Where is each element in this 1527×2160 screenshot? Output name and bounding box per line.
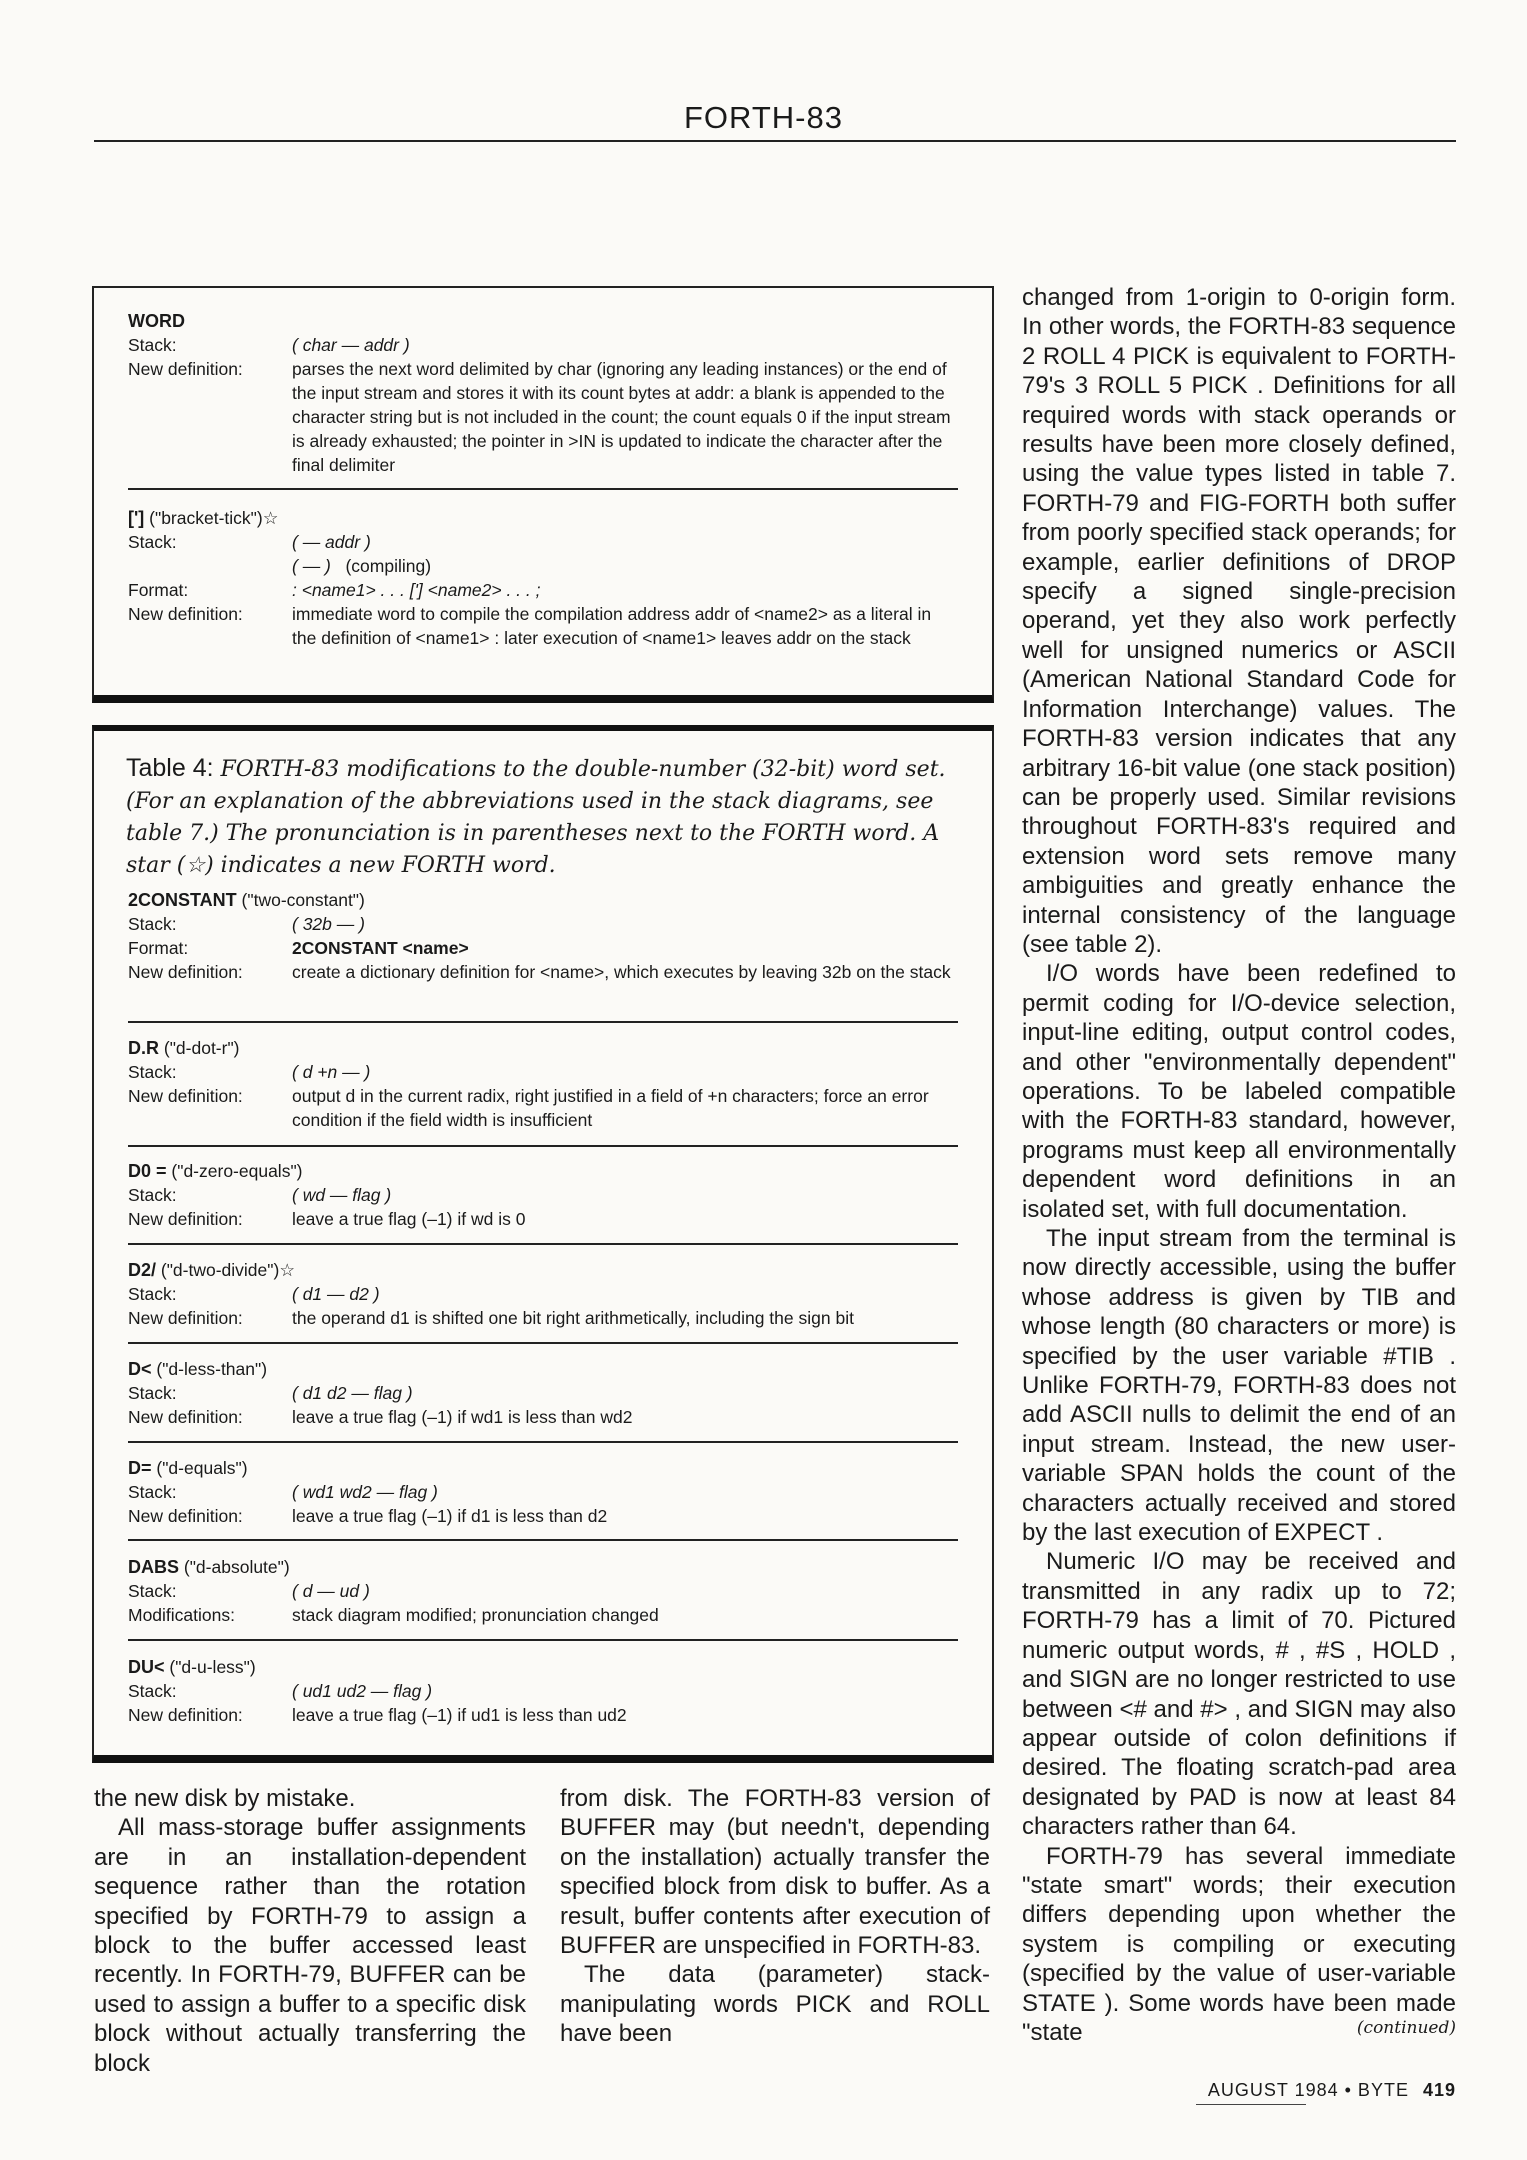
entry-pronunciation: ("two-constant") — [241, 890, 365, 910]
entry-name: D2/ — [128, 1260, 157, 1280]
definition-label: New definition: — [128, 962, 243, 982]
format-label: Format: — [128, 938, 189, 958]
entry-bracket-tick — [128, 506, 958, 650]
paragraph: The input stream from the terminal is now directly accessible, using the buffer whose address is given by TIB and whose length (80 characters or more) is specified by the user variable #TIB . Unlike FORTH-79, FORTH-83 does not add ASCII nulls to delimit the end of an input stream. Instead, the new user-variable SPAN holds the count of the characters actually received and stored by the last execution of EXPECT . — [1022, 1225, 1456, 1547]
entry-divider — [128, 1639, 958, 1641]
stack-diagram: ( d +n — ) — [292, 1062, 371, 1082]
entry-pronunciation: ("d-dot-r") — [163, 1038, 240, 1058]
entry-du-less — [128, 1655, 958, 1727]
format-text: 2CONSTANT <name> — [292, 938, 469, 958]
definition-label: New definition: — [128, 1506, 243, 1526]
definition-label: New definition: — [128, 604, 243, 624]
stack-diagram: ( char — addr ) — [292, 335, 410, 355]
word-definitions-box — [92, 286, 994, 703]
entry-name: DABS — [128, 1557, 180, 1577]
entry-pronunciation: ("bracket-tick")☆ — [149, 508, 279, 528]
stack-label: Stack: — [128, 1681, 177, 1701]
modifications-label: Modifications: — [128, 1605, 235, 1625]
entry-d-less-than — [128, 1357, 958, 1429]
entry-pronunciation: ("d-absolute") — [183, 1557, 290, 1577]
entry-divider — [128, 1441, 958, 1443]
paragraph: Numeric I/O may be received and transmitted in any radix up to 72; FORTH-79 has a limit of 70. Pictured numeric output words, # , #S , HOLD , and SIGN are no longer restricted to use between <# and #> , and SIGN may also appear outside of colon definitions if desired. The floating scratch-pad area designated by PAD is now at least 84 characters rather than 64. — [1022, 1548, 1456, 1841]
paragraph: The data (parameter) stack-manipulating words PICK and ROLL have been — [560, 1961, 990, 2048]
caption-lead: Table 4: — [126, 754, 214, 782]
definition-text: the operand d1 is shifted one bit right arithmetically, including the sign bit — [292, 1308, 854, 1328]
entry-pronunciation: ("d-two-divide")☆ — [160, 1260, 296, 1280]
definition-label: New definition: — [128, 1705, 243, 1725]
entry-name: D= — [128, 1458, 152, 1478]
stack-label: Stack: — [128, 1581, 177, 1601]
entry-name: WORD — [128, 311, 185, 331]
entry-name: D.R — [128, 1038, 159, 1058]
header-rule — [94, 140, 1456, 142]
entry-pronunciation: ("d-zero-equals") — [171, 1161, 303, 1181]
definition-text: immediate word to compile the compilation address addr of <name2> as a literal in the definition of <name1> : later execution of <name1> leaves addr on the stack — [292, 604, 932, 648]
stack-diagram: ( d — ud ) — [292, 1581, 370, 1601]
caption-text: FORTH-83 modifications to the double-number (32-bit) word set. (For an explanation of the abbreviations used in the stack diagrams, see table 7.) The pronunciation is in parentheses next to the FORTH word. A star (☆) indicates a new FORTH word. — [126, 757, 946, 878]
paragraph: the new disk by mistake. — [94, 1785, 356, 1812]
definition-text: leave a true flag (–1) if wd1 is less than wd2 — [292, 1407, 633, 1427]
stack-label: Stack: — [128, 1185, 177, 1205]
entry-divider — [128, 1243, 958, 1245]
entry-d-dot-r — [128, 1036, 958, 1132]
stack-diagram: ( d1 d2 — flag ) — [292, 1383, 413, 1403]
entry-name: D< — [128, 1359, 152, 1379]
stack-label: Stack: — [128, 1383, 177, 1403]
page-header-title: FORTH-83 — [683, 100, 843, 135]
stack-diagram: ( d1 — d2 ) — [292, 1284, 380, 1304]
entry-name: D0 = — [128, 1161, 167, 1181]
stack-diagram: ( — addr ) — [292, 532, 371, 552]
modifications-text: stack diagram modified; pronunciation changed — [292, 1605, 659, 1625]
entry-pronunciation: ("d-u-less") — [169, 1657, 256, 1677]
definition-text: create a dictionary definition for <name>, which executes by leaving 32b on the stack — [292, 962, 951, 982]
body-column-middle — [560, 1784, 990, 2049]
page-number: 419 — [1422, 2080, 1456, 2100]
entry-divider — [128, 1021, 958, 1023]
page-footer — [1022, 2080, 1456, 2101]
entry-name: 2CONSTANT — [128, 890, 237, 910]
entry-2constant — [128, 888, 958, 984]
stack-note: (compiling) — [345, 556, 432, 576]
body-column-left — [94, 1784, 526, 2078]
format-text: : <name1> . . . ['] <name2> . . . ; — [292, 580, 541, 600]
stack-diagram: ( wd1 wd2 — flag ) — [292, 1482, 438, 1502]
stack-label: Stack: — [128, 1062, 177, 1082]
table-4-caption — [126, 753, 964, 881]
definition-text: leave a true flag (–1) if wd is 0 — [292, 1209, 526, 1229]
paragraph: FORTH-79 has several immediate "state smart" words; their execution differs depending upon whether the system is compiling or executing (specified by the value of user-variable STATE ). Some words have been made "state — [1022, 1842, 1456, 2046]
entry-d-equals — [128, 1456, 958, 1528]
stack-label: Stack: — [128, 1284, 177, 1304]
stack-diagram-compiling: ( — ) — [292, 556, 331, 576]
entry-divider — [128, 1145, 958, 1147]
stack-diagram: ( 32b — ) — [292, 914, 365, 934]
entry-divider — [128, 1342, 958, 1344]
stack-label: Stack: — [128, 335, 177, 355]
format-label: Format: — [128, 580, 189, 600]
definition-label: New definition: — [128, 1308, 243, 1328]
definition-label: New definition: — [128, 1086, 243, 1106]
stack-label: Stack: — [128, 914, 177, 934]
entry-pronunciation: ("d-less-than") — [156, 1359, 268, 1379]
stack-label: Stack: — [128, 1482, 177, 1502]
paragraph: I/O words have been redefined to permit coding for I/O-device selection, input-line editing, output control codes, and other "environmentally dependent" operations. To be labeled compatible with the FORTH-83 standard, however, programs must keep all environmentally dependent word definitions in an isolated set, with full documentation. — [1022, 960, 1456, 1223]
paragraph: changed from 1-origin to 0-origin form. In other words, the FORTH-83 sequence 2 ROLL 4 PICK is equivalent to FORTH-79's 3 ROLL 5 PICK . Definitions for all required words with stack operands or results have been more closely defined, using the value types listed in table 7. FORTH-79 and FIG-FORTH both suffer from poorly specified stack operands; for example, earlier definitions of DROP specify a signed single-precision operand, yet they also work perfectly well for unsigned numerics or ASCII (American National Standard Code for Information Interchange) values. The FORTH-83 version indicates that any arbitrary 16-bit value (one stack position) can be properly used. Similar revisions throughout FORTH-83's required and extension word sets remove many ambiguities and greatly enhance the internal consistency of the language (see table 2). — [1022, 284, 1456, 958]
entry-divider — [128, 1539, 958, 1541]
definition-label: New definition: — [128, 1209, 243, 1229]
definition-text: parses the next word delimited by char (ignoring any leading instances) or the end of the input stream and stores it with its count bytes at addr: a blank is appended to the character string but is not included in the count; the count equals 0 if the input stream is already exhausted; the pointer in >IN is updated to indicate the character after the final delimiter — [292, 359, 951, 475]
stack-label: Stack: — [128, 532, 177, 552]
footer-publication: AUGUST 1984 • BYTE — [1207, 2080, 1409, 2100]
table-4-box — [92, 725, 994, 1763]
entry-d-zero-equals — [128, 1159, 958, 1231]
definition-text: leave a true flag (–1) if d1 is less than d2 — [292, 1506, 608, 1526]
footer-rule — [1196, 2104, 1306, 2105]
entry-word — [128, 309, 958, 477]
entry-d-two-divide — [128, 1258, 958, 1330]
entry-dabs — [128, 1555, 958, 1627]
stack-diagram: ( wd — flag ) — [292, 1185, 392, 1205]
entry-name: DU< — [128, 1657, 165, 1677]
paragraph: from disk. The FORTH-83 version of BUFFER may (but needn't, depending on the installation) actually transfer the specified block from disk to buffer. As a result, buffer contents after execution of BUFFER are unspecified in FORTH-83. — [560, 1785, 990, 1960]
entry-divider — [128, 488, 958, 490]
body-column-right — [1022, 283, 1456, 2047]
definition-label: New definition: — [128, 359, 243, 379]
continued-note: (continued) — [1356, 2018, 1456, 2038]
entry-name: ['] — [128, 508, 145, 528]
entry-pronunciation: ("d-equals") — [156, 1458, 248, 1478]
definition-text: output d in the current radix, right justified in a field of +n characters; force an error condition if the field width is insufficient — [292, 1086, 929, 1130]
definition-label: New definition: — [128, 1407, 243, 1427]
paragraph: All mass-storage buffer assignments are in an installation-dependent sequence rather than the rotation specified by FORTH-79 to assign a block to the buffer accessed least recently. In FORTH-79, BUFFER can be used to assign a buffer to a specific disk block without actually transferring the block — [94, 1814, 526, 2077]
stack-diagram: ( ud1 ud2 — flag ) — [292, 1681, 433, 1701]
definition-text: leave a true flag (–1) if ud1 is less than ud2 — [292, 1705, 627, 1725]
